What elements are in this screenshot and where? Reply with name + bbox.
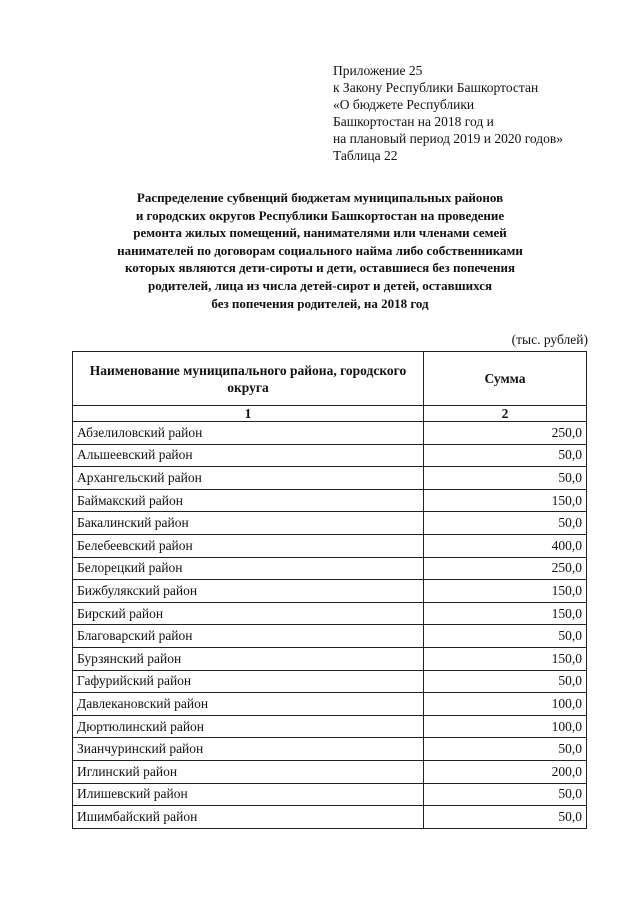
title-line: без попечения родителей, на 2018 год (211, 295, 429, 311)
district-sum: 150,0 (424, 602, 587, 625)
subsidy-table (72, 351, 587, 829)
district-name: Бурзянский район (73, 647, 424, 670)
units-label: (тыс. рублей) (511, 332, 588, 347)
table-row (73, 693, 587, 716)
district-name: Дюртюлинский район (73, 715, 424, 738)
column-number-2: 2 (424, 406, 587, 422)
table-row (73, 580, 587, 603)
appendix-header (333, 62, 563, 164)
table-row (73, 760, 587, 783)
district-sum: 250,0 (424, 422, 587, 445)
district-name: Бирский район (73, 602, 424, 625)
table-row (73, 467, 587, 490)
appendix-line: Башкортостан на 2018 год и (333, 114, 494, 129)
district-name: Белебеевский район (73, 534, 424, 557)
district-name: Баймакский район (73, 489, 424, 512)
district-sum: 150,0 (424, 580, 587, 603)
table-row (73, 444, 587, 467)
district-sum: 50,0 (424, 806, 587, 829)
district-sum: 100,0 (424, 715, 587, 738)
district-name: Абзелиловский район (73, 422, 424, 445)
district-name: Гафурийский район (73, 670, 424, 693)
appendix-line: к Закону Республики Башкортостан (333, 80, 539, 95)
district-sum: 50,0 (424, 783, 587, 806)
district-sum: 100,0 (424, 693, 587, 716)
title-line: нанимателей по договорам социального найма либо собственниками (117, 242, 523, 258)
table-row (73, 557, 587, 580)
table-row (73, 534, 587, 557)
district-sum: 50,0 (424, 625, 587, 648)
district-name: Благоварский район (73, 625, 424, 648)
title-line: Распределение субвенций бюджетам муниципальных районов (136, 190, 504, 205)
table-header-row (73, 352, 587, 406)
appendix-line: «О бюджете Республики (333, 97, 475, 112)
table-row (73, 512, 587, 535)
district-name: Иглинский район (73, 760, 424, 783)
header-name-column: Наименование муниципального района, городского округа (73, 352, 424, 406)
header-sum-column: Сумма (424, 352, 587, 406)
table-row (73, 602, 587, 625)
table-row (73, 647, 587, 670)
district-name: Архангельский район (73, 467, 424, 490)
district-name: Бакалинский район (73, 512, 424, 535)
district-name: Давлекановский район (73, 693, 424, 716)
table-row (73, 806, 587, 829)
district-sum: 50,0 (424, 467, 587, 490)
table-row (73, 738, 587, 761)
district-sum: 50,0 (424, 444, 587, 467)
district-name: Бижбулякский район (73, 580, 424, 603)
district-sum: 200,0 (424, 760, 587, 783)
column-number-1: 1 (73, 406, 424, 422)
table-row (73, 715, 587, 738)
table-column-number-row (73, 406, 587, 422)
district-sum: 50,0 (424, 670, 587, 693)
district-sum: 50,0 (424, 738, 587, 761)
table-row (73, 670, 587, 693)
appendix-line: Таблица 22 (333, 148, 398, 163)
document-title (60, 189, 580, 312)
district-sum: 250,0 (424, 557, 587, 580)
district-sum: 150,0 (424, 489, 587, 512)
district-name: Альшеевский район (73, 444, 424, 467)
title-line: которых являются дети-сироты и дети, оставшиеся без попечения (124, 260, 516, 276)
district-name: Белорецкий район (73, 557, 424, 580)
appendix-line: на плановый период 2019 и 2020 годов» (333, 131, 564, 146)
table-row (73, 625, 587, 648)
title-line: ремонта жилых помещений, нанимателями или членами семей (133, 225, 507, 241)
district-sum: 150,0 (424, 647, 587, 670)
table-row (73, 783, 587, 806)
appendix-line: Приложение 25 (333, 63, 423, 78)
district-name: Ишимбайский район (73, 806, 424, 829)
table-row (73, 489, 587, 512)
title-line: родителей, лица из числа детей-сирот и детей, оставшихся (148, 277, 492, 293)
title-line: и городских округов Республики Башкортостан на проведение (135, 207, 505, 223)
district-sum: 400,0 (424, 534, 587, 557)
district-name: Илишевский район (73, 783, 424, 806)
district-sum: 50,0 (424, 512, 587, 535)
table-row (73, 422, 587, 445)
district-name: Зианчуринский район (73, 738, 424, 761)
